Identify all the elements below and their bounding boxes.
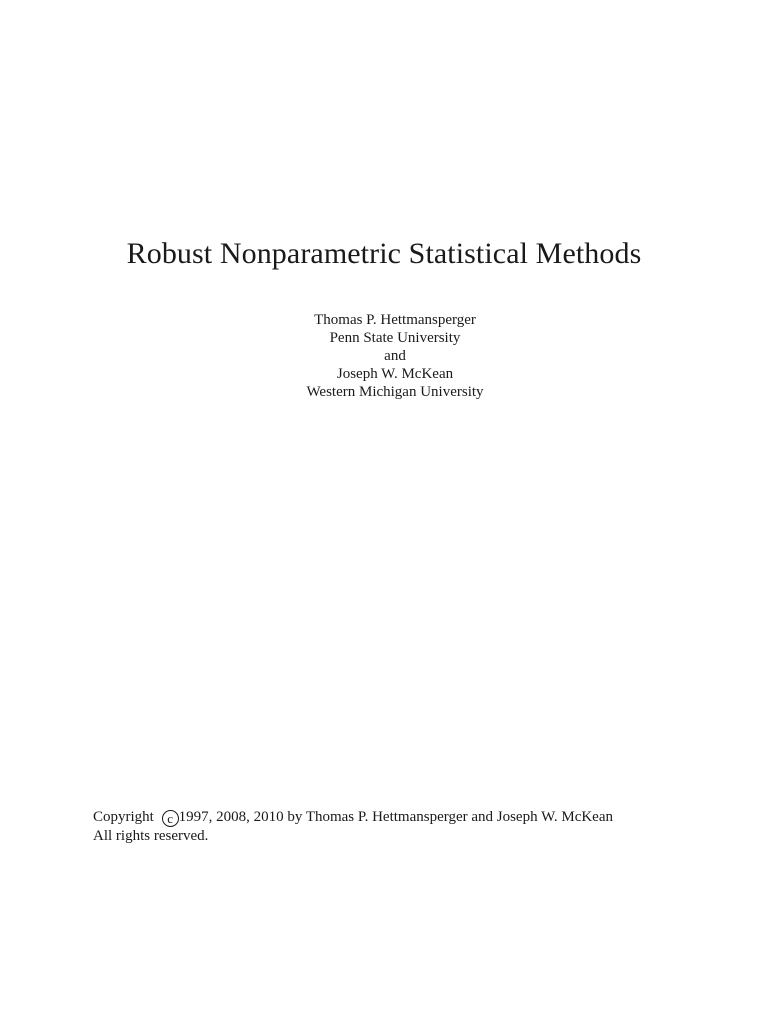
copyright-symbol-icon: c (162, 810, 179, 827)
copyright-prefix: Copyright (93, 809, 154, 825)
copyright-line (93, 808, 613, 827)
rights-reserved: All rights reserved. (93, 828, 209, 844)
author-conjunction: and (384, 348, 406, 364)
author-block (0, 311, 768, 401)
copyright-text: 1997, 2008, 2010 by Thomas P. Hettmansperger and Joseph W. McKean (178, 809, 613, 825)
document-title: Robust Nonparametric Statistical Methods (126, 237, 642, 270)
author-affiliation-1: Penn State University (329, 330, 461, 346)
author-name-1: Thomas P. Hettmansperger (314, 312, 476, 328)
author-name-2: Joseph W. McKean (336, 366, 454, 382)
author-affiliation-2: Western Michigan University (306, 384, 484, 400)
copyright-notice (93, 808, 613, 846)
